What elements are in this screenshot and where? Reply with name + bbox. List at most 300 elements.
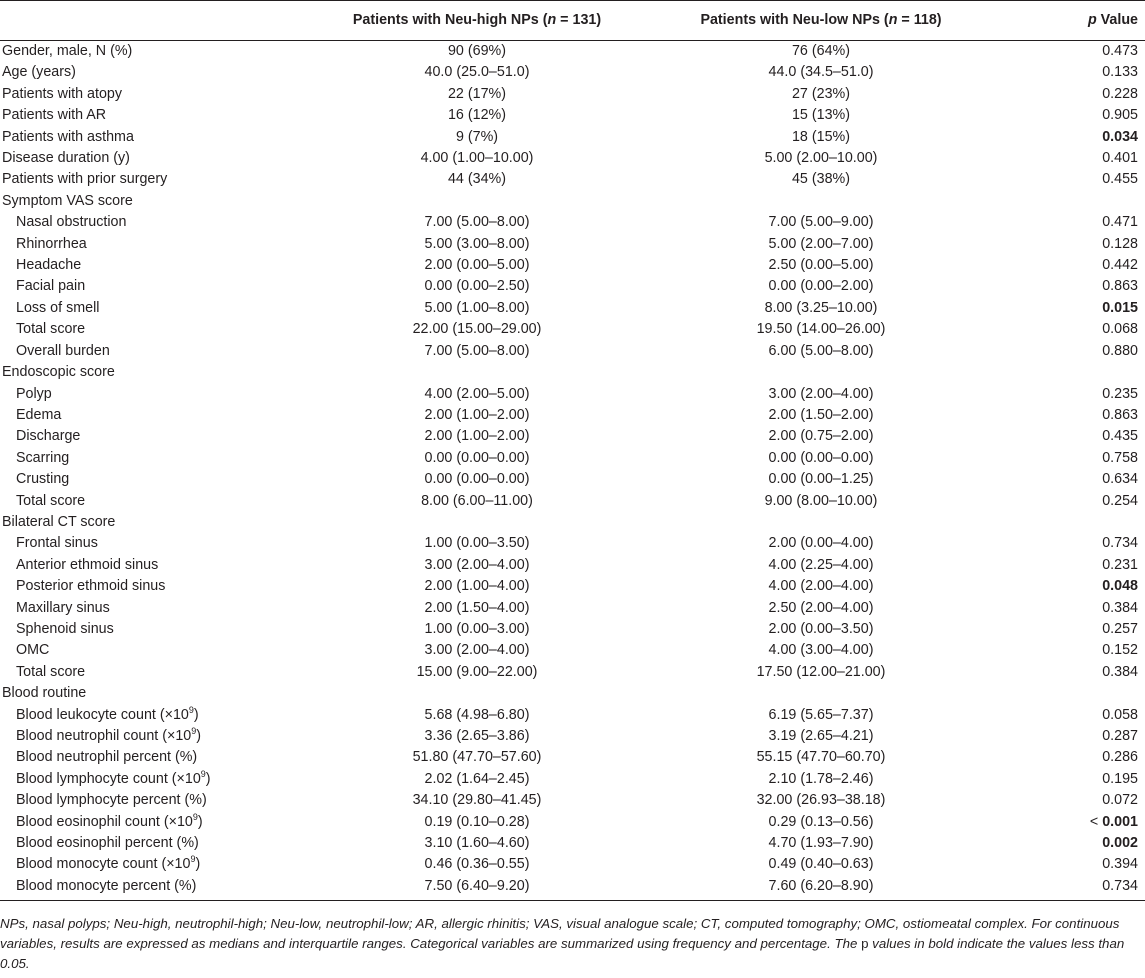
neu-high-value: 2.02 (1.64–2.45) — [424, 770, 530, 787]
row-label-end: ) — [196, 728, 202, 744]
table-row — [0, 448, 1145, 469]
neu-low-value: 4.00 (2.00–4.00) — [768, 578, 874, 595]
p-value-number: 0.068 — [1102, 321, 1138, 338]
header-neu-high — [325, 1, 615, 41]
p-value-number: 0.863 — [1102, 406, 1138, 423]
p-value-number: 0.152 — [1102, 642, 1138, 659]
row-label-text: Patients with AR — [2, 107, 107, 124]
table-row — [0, 84, 1145, 105]
table-footnote — [0, 914, 1140, 974]
row-label — [0, 212, 325, 233]
table-row — [0, 234, 1145, 255]
neu-high-value: 22 (17%) — [447, 85, 506, 102]
row-label-superscript: 9 — [200, 769, 206, 780]
neu-high-value: 51.80 (47.70–57.60) — [412, 749, 542, 766]
neu-low-value: 55.15 (47.70–60.70) — [756, 749, 886, 766]
row-label-text: Bilateral CT score — [2, 513, 116, 530]
row-label — [0, 405, 325, 426]
neu-high-value: 15.00 (9.00–22.00) — [416, 663, 538, 680]
row-label-text: Blood lymphocyte percent (%) — [16, 792, 207, 809]
p-value-number: 0.015 — [1102, 299, 1138, 316]
neu-low-value: 0.00 (0.00–2.00) — [768, 278, 874, 295]
p-value-number: 0.228 — [1102, 85, 1138, 102]
header-neu-high-text: Patients with Neu-high NPs ( — [352, 11, 548, 28]
neu-high-value — [325, 683, 615, 704]
p-value-number: 0.471 — [1102, 214, 1138, 231]
header-neu-high-count: = 131) — [556, 11, 602, 28]
neu-low-value: 0.00 (0.00–0.00) — [768, 449, 874, 466]
neu-high-value — [325, 512, 615, 533]
p-value-number: 0.286 — [1102, 749, 1138, 766]
neu-high-value: 7.50 (6.40–9.20) — [325, 876, 615, 901]
p-value-number: 0.394 — [1102, 856, 1138, 873]
row-label-text: Patients with prior surgery — [2, 171, 168, 188]
p-value — [1007, 619, 1145, 640]
row-label-text: Headache — [16, 257, 82, 274]
neu-high-value: 40.0 (25.0–51.0) — [424, 64, 530, 81]
p-value-number: 0.287 — [1102, 728, 1138, 744]
neu-low-value — [615, 362, 1007, 383]
table-row — [0, 276, 1145, 297]
neu-high-value: 4.00 (2.00–5.00) — [424, 385, 530, 402]
row-label — [0, 747, 325, 768]
table-row — [0, 833, 1145, 854]
table-row — [0, 41, 1145, 63]
row-label-text: Blood monocyte percent (%) — [16, 877, 197, 894]
row-label — [0, 319, 325, 340]
row-label — [0, 662, 325, 683]
table-row — [0, 619, 1145, 640]
row-label-superscript: 9 — [191, 726, 197, 737]
row-label — [0, 469, 325, 490]
p-value-prefix: < — [1089, 813, 1103, 830]
row-label-text: Blood neutrophil count (×10 — [16, 728, 192, 744]
neu-low-value: 4.00 (2.25–4.00) — [768, 556, 874, 573]
row-label — [0, 84, 325, 105]
row-label-text: Patients with atopy — [2, 85, 123, 102]
table-row — [0, 640, 1145, 661]
row-label-superscript: 9 — [190, 854, 196, 865]
table-row — [0, 105, 1145, 126]
row-label — [0, 41, 325, 63]
row-label-text: Anterior ethmoid sinus — [16, 556, 159, 573]
table-row — [0, 769, 1145, 790]
row-label-text: Patients with asthma — [2, 128, 134, 145]
p-value — [1007, 876, 1145, 901]
neu-low-value — [615, 191, 1007, 212]
row-label-superscript: 9 — [188, 704, 194, 715]
table-row — [0, 555, 1145, 576]
p-value-number: 0.231 — [1102, 556, 1138, 573]
row-label — [0, 640, 325, 661]
p-value-number: 0.442 — [1102, 257, 1138, 274]
neu-low-value: 2.00 (0.75–2.00) — [768, 428, 874, 445]
row-label — [0, 426, 325, 447]
row-label — [0, 533, 325, 554]
row-label-end: ) — [193, 706, 199, 723]
row-label — [0, 555, 325, 576]
neu-high-value: 4.00 (1.00–10.00) — [420, 150, 534, 167]
neu-high-value: 5.00 (1.00–8.00) — [424, 299, 530, 316]
row-label-text: Blood monocyte count (×10 — [16, 856, 191, 873]
table-row — [0, 405, 1145, 426]
neu-low-value: 0.00 (0.00–1.25) — [768, 471, 874, 488]
neu-low-value: 32.00 (26.93–38.18) — [756, 792, 886, 809]
row-label-text: Rhinorrhea — [16, 235, 87, 252]
table-row — [0, 384, 1145, 405]
row-label-text: OMC — [16, 642, 50, 659]
neu-low-value: 0.49 (0.40–0.63) — [768, 856, 874, 873]
row-label — [0, 169, 325, 190]
p-value-number: 0.455 — [1102, 171, 1138, 188]
table-row — [0, 469, 1145, 490]
neu-low-value: 2.10 (1.78–2.46) — [768, 770, 874, 787]
row-label-text: Facial pain — [16, 278, 86, 295]
p-value — [1007, 533, 1145, 554]
p-value — [1007, 276, 1145, 297]
header-neu-high-n: n — [547, 11, 557, 28]
neu-high-value: 5.00 (3.00–8.00) — [424, 235, 530, 252]
p-value — [1007, 169, 1145, 190]
row-label-text: Nasal obstruction — [16, 214, 127, 231]
table-row — [0, 683, 1145, 704]
row-label-text: Blood leukocyte count (×10 — [16, 706, 189, 723]
row-label-text: Blood eosinophil count (×10 — [16, 813, 193, 830]
row-label — [0, 726, 325, 747]
table-row — [0, 726, 1145, 747]
p-value — [1007, 448, 1145, 469]
table-row — [0, 212, 1145, 233]
neu-high-value: 44 (34%) — [447, 171, 506, 188]
neu-low-value: 8.00 (3.25–10.00) — [764, 299, 878, 316]
row-label — [0, 619, 325, 640]
neu-low-value: 5.00 (2.00–10.00) — [764, 150, 878, 167]
footnote-text-a: NPs, nasal polyps; Neu-high, neutrophil-high; Neu-low, neutrophil-low; AR, allergic rhinitis; VAS, visual analogue scale; CT, computed tomography; OMC, ostiomeatal complex. For continuous variables, results are expressed as medians and interquartile ranges. Categorical variables are summarized using frequency and percentage. The — [0, 916, 1120, 951]
p-value-number: 0.880 — [1102, 342, 1138, 359]
neu-low-value: 19.50 (14.00–26.00) — [756, 321, 886, 338]
p-value-number: 0.257 — [1102, 620, 1138, 637]
row-label-text: Discharge — [16, 428, 81, 445]
row-label — [0, 276, 325, 297]
row-label-text: Frontal sinus — [16, 535, 98, 552]
neu-low-value: 2.00 (1.50–2.00) — [768, 406, 874, 423]
p-value-number: 0.034 — [1102, 128, 1138, 145]
neu-low-value: 9.00 (8.00–10.00) — [764, 492, 878, 509]
p-value — [1007, 127, 1145, 148]
row-label — [0, 148, 325, 169]
row-label-text: Maxillary sinus — [16, 599, 110, 616]
row-label-text: Blood routine — [2, 685, 87, 702]
header-p-italic: p — [1087, 11, 1097, 28]
table-row — [0, 491, 1145, 512]
table-row — [0, 191, 1145, 212]
p-value — [1007, 512, 1145, 533]
neu-low-value: 0.29 (0.13–0.56) — [768, 813, 874, 830]
neu-high-value: 90 (69%) — [447, 43, 506, 59]
neu-low-value: 15 (13%) — [791, 107, 850, 124]
table-row — [0, 148, 1145, 169]
neu-low-value: 17.50 (12.00–21.00) — [756, 663, 886, 680]
p-value — [1007, 148, 1145, 169]
p-value-number: 0.128 — [1102, 235, 1138, 252]
p-value — [1007, 362, 1145, 383]
row-label-end: ) — [195, 856, 201, 873]
neu-low-value: 2.00 (0.00–4.00) — [768, 535, 874, 552]
header-neu-low — [615, 1, 1007, 41]
p-value-number: 0.384 — [1102, 663, 1138, 680]
row-label — [0, 512, 325, 533]
row-label-text: Total score — [16, 321, 86, 338]
p-value-number: 0.058 — [1102, 706, 1138, 723]
p-value — [1007, 854, 1145, 875]
table-row — [0, 362, 1145, 383]
row-label — [0, 598, 325, 619]
neu-high-value: 3.00 (2.00–4.00) — [424, 642, 530, 659]
neu-high-value: 0.00 (0.00–2.50) — [424, 278, 530, 295]
table-row — [0, 598, 1145, 619]
neu-low-value: 3.00 (2.00–4.00) — [768, 385, 874, 402]
row-label — [0, 576, 325, 597]
row-label — [0, 876, 325, 901]
table-row — [0, 790, 1145, 811]
p-value — [1007, 255, 1145, 276]
row-label — [0, 191, 325, 212]
p-value-number: 0.235 — [1102, 385, 1138, 402]
p-value-number: 0.195 — [1102, 770, 1138, 787]
row-label-text: Posterior ethmoid sinus — [16, 578, 166, 595]
header-neu-low-n: n — [888, 11, 898, 28]
p-value — [1007, 212, 1145, 233]
neu-high-value: 2.00 (1.00–4.00) — [424, 578, 530, 595]
p-value-number: 0.254 — [1102, 492, 1138, 509]
neu-low-value — [615, 512, 1007, 533]
p-value — [1007, 341, 1145, 362]
p-value-number: 0.133 — [1102, 64, 1138, 81]
neu-high-value: 0.00 (0.00–0.00) — [424, 449, 530, 466]
p-value — [1007, 84, 1145, 105]
table-row — [0, 876, 1145, 901]
p-value — [1007, 491, 1145, 512]
neu-high-value: 2.00 (1.00–2.00) — [424, 406, 530, 423]
p-value-number: 0.435 — [1102, 428, 1138, 445]
neu-high-value: 1.00 (0.00–3.00) — [424, 620, 530, 637]
neu-low-value: 4.70 (1.93–7.90) — [768, 835, 874, 852]
table-row — [0, 576, 1145, 597]
row-label-text: Endoscopic score — [2, 364, 115, 381]
p-value-number: 0.002 — [1102, 835, 1138, 852]
table-row — [0, 854, 1145, 875]
row-label-text: Blood eosinophil percent (%) — [16, 835, 199, 852]
row-label-text: Age (years) — [2, 64, 76, 81]
neu-high-value: 2.00 (1.00–2.00) — [424, 428, 530, 445]
neu-low-value: 6.00 (5.00–8.00) — [768, 342, 874, 359]
neu-low-value: 2.50 (2.00–4.00) — [768, 599, 874, 616]
p-value — [1007, 833, 1145, 854]
row-label — [0, 683, 325, 704]
p-value — [1007, 790, 1145, 811]
neu-low-value: 2.00 (0.00–3.50) — [768, 620, 874, 637]
table-row — [0, 127, 1145, 148]
p-value-number: 0.734 — [1102, 877, 1138, 894]
p-value-number: 0.401 — [1102, 150, 1138, 167]
neu-high-value: 5.68 (4.98–6.80) — [424, 706, 530, 723]
neu-high-value: 0.19 (0.10–0.28) — [424, 813, 530, 830]
table-row — [0, 255, 1145, 276]
row-label — [0, 790, 325, 811]
table-row — [0, 512, 1145, 533]
table-row — [0, 533, 1145, 554]
p-value — [1007, 191, 1145, 212]
row-label — [0, 769, 325, 790]
row-label-text: Sphenoid sinus — [16, 620, 114, 637]
neu-low-value: 7.00 (5.00–9.00) — [768, 214, 874, 231]
row-label — [0, 105, 325, 126]
p-value-number: 0.001 — [1102, 813, 1138, 830]
table-row — [0, 341, 1145, 362]
row-label-text: Blood lymphocyte count (×10 — [16, 770, 201, 787]
neu-high-value: 16 (12%) — [447, 107, 506, 124]
p-value — [1007, 683, 1145, 704]
p-value-number: 0.072 — [1102, 792, 1138, 809]
neu-low-value: 45 (38%) — [791, 171, 850, 188]
neu-high-value — [325, 362, 615, 383]
neu-high-value — [325, 191, 615, 212]
table-body — [0, 41, 1145, 901]
p-value — [1007, 405, 1145, 426]
table-row — [0, 298, 1145, 319]
p-value — [1007, 555, 1145, 576]
row-label — [0, 491, 325, 512]
header-neu-low-text: Patients with Neu-low NPs ( — [700, 11, 889, 28]
neu-high-value: 0.00 (0.00–0.00) — [424, 471, 530, 488]
row-label-text: Crusting — [16, 471, 70, 488]
p-value-number: 0.473 — [1102, 43, 1138, 59]
p-value-number: 0.758 — [1102, 449, 1138, 466]
p-value-number: 0.734 — [1102, 535, 1138, 552]
neu-high-value: 8.00 (6.00–11.00) — [421, 492, 533, 509]
p-value — [1007, 426, 1145, 447]
neu-low-value: 76 (64%) — [791, 43, 850, 59]
p-value-number: 0.048 — [1102, 578, 1138, 595]
row-label-text: Polyp — [16, 385, 52, 402]
row-label-end: ) — [205, 770, 211, 787]
row-label — [0, 705, 325, 726]
row-label-text: Disease duration (y) — [2, 150, 130, 167]
p-value — [1007, 469, 1145, 490]
header-row — [0, 1, 1145, 41]
p-value — [1007, 234, 1145, 255]
row-label-text: Loss of smell — [16, 299, 100, 316]
neu-low-value: 3.19 (2.65–4.21) — [768, 728, 874, 744]
row-label — [0, 341, 325, 362]
p-value — [1007, 662, 1145, 683]
neu-low-value: 5.00 (2.00–7.00) — [768, 235, 874, 252]
row-label — [0, 362, 325, 383]
row-label — [0, 255, 325, 276]
row-label — [0, 384, 325, 405]
p-value — [1007, 41, 1145, 63]
p-value — [1007, 298, 1145, 319]
p-value — [1007, 747, 1145, 768]
neu-low-value: 27 (23%) — [791, 85, 850, 102]
row-label — [0, 298, 325, 319]
p-value — [1007, 726, 1145, 747]
table-row — [0, 62, 1145, 83]
row-label — [0, 448, 325, 469]
neu-high-value: 7.00 (5.00–8.00) — [424, 342, 530, 359]
p-value — [1007, 598, 1145, 619]
row-label-end: ) — [197, 813, 203, 830]
table-row — [0, 705, 1145, 726]
row-label-text: Total score — [16, 663, 86, 680]
row-label-text: Blood neutrophil percent (%) — [16, 749, 198, 766]
row-label — [0, 62, 325, 83]
neu-high-value: 9 (7%) — [455, 128, 499, 145]
neu-high-value: 3.00 (2.00–4.00) — [424, 556, 530, 573]
footnote-text-b: values in bold indicate the values less than 0.05. — [0, 936, 1125, 971]
row-label-text: Edema — [16, 406, 62, 423]
p-value-number: 0.384 — [1102, 599, 1138, 616]
neu-low-value: 18 (15%) — [791, 128, 850, 145]
p-value — [1007, 319, 1145, 340]
p-value — [1007, 384, 1145, 405]
row-label-text: Overall burden — [16, 342, 110, 359]
header-label-col — [0, 1, 325, 41]
row-label — [0, 234, 325, 255]
neu-high-value: 3.36 (2.65–3.86) — [424, 728, 530, 744]
neu-low-value: 7.60 (6.20–8.90) — [615, 876, 1007, 901]
header-p-value — [1007, 1, 1145, 41]
table-row — [0, 319, 1145, 340]
neu-high-value: 22.00 (15.00–29.00) — [412, 321, 542, 338]
neu-low-value: 44.0 (34.5–51.0) — [768, 64, 874, 81]
p-value — [1007, 640, 1145, 661]
row-label-superscript: 9 — [192, 811, 198, 822]
neu-high-value: 3.10 (1.60–4.60) — [424, 835, 530, 852]
table-row — [0, 812, 1145, 833]
neu-low-value: 6.19 (5.65–7.37) — [768, 706, 874, 723]
neu-high-value: 2.00 (0.00–5.00) — [424, 257, 530, 274]
neu-low-value: 4.00 (3.00–4.00) — [768, 642, 874, 659]
p-value-number: 0.634 — [1102, 471, 1138, 488]
p-value — [1007, 812, 1145, 833]
row-label-text: Gender, male, N (%) — [2, 43, 133, 59]
footnote-p: p — [861, 936, 869, 951]
table-row — [0, 426, 1145, 447]
header-p-text: Value — [1096, 11, 1138, 28]
neu-high-value: 1.00 (0.00–3.50) — [424, 535, 530, 552]
row-label — [0, 833, 325, 854]
p-value — [1007, 769, 1145, 790]
neu-high-value: 34.10 (29.80–41.45) — [412, 792, 542, 809]
table-row — [0, 169, 1145, 190]
row-label — [0, 127, 325, 148]
p-value-number: 0.905 — [1102, 107, 1138, 124]
row-label-text: Symptom VAS score — [2, 192, 133, 209]
row-label — [0, 812, 325, 833]
neu-high-value: 7.00 (5.00–8.00) — [424, 214, 530, 231]
p-value — [1007, 62, 1145, 83]
row-label-text: Total score — [16, 492, 86, 509]
p-value-number: 0.863 — [1102, 278, 1138, 295]
p-value — [1007, 705, 1145, 726]
neu-high-value: 2.00 (1.50–4.00) — [424, 599, 530, 616]
neu-low-value: 2.50 (0.00–5.00) — [768, 257, 874, 274]
neu-low-value — [615, 683, 1007, 704]
table-header — [0, 1, 1145, 41]
neu-high-value: 0.46 (0.36–0.55) — [424, 856, 530, 873]
row-label — [0, 854, 325, 875]
